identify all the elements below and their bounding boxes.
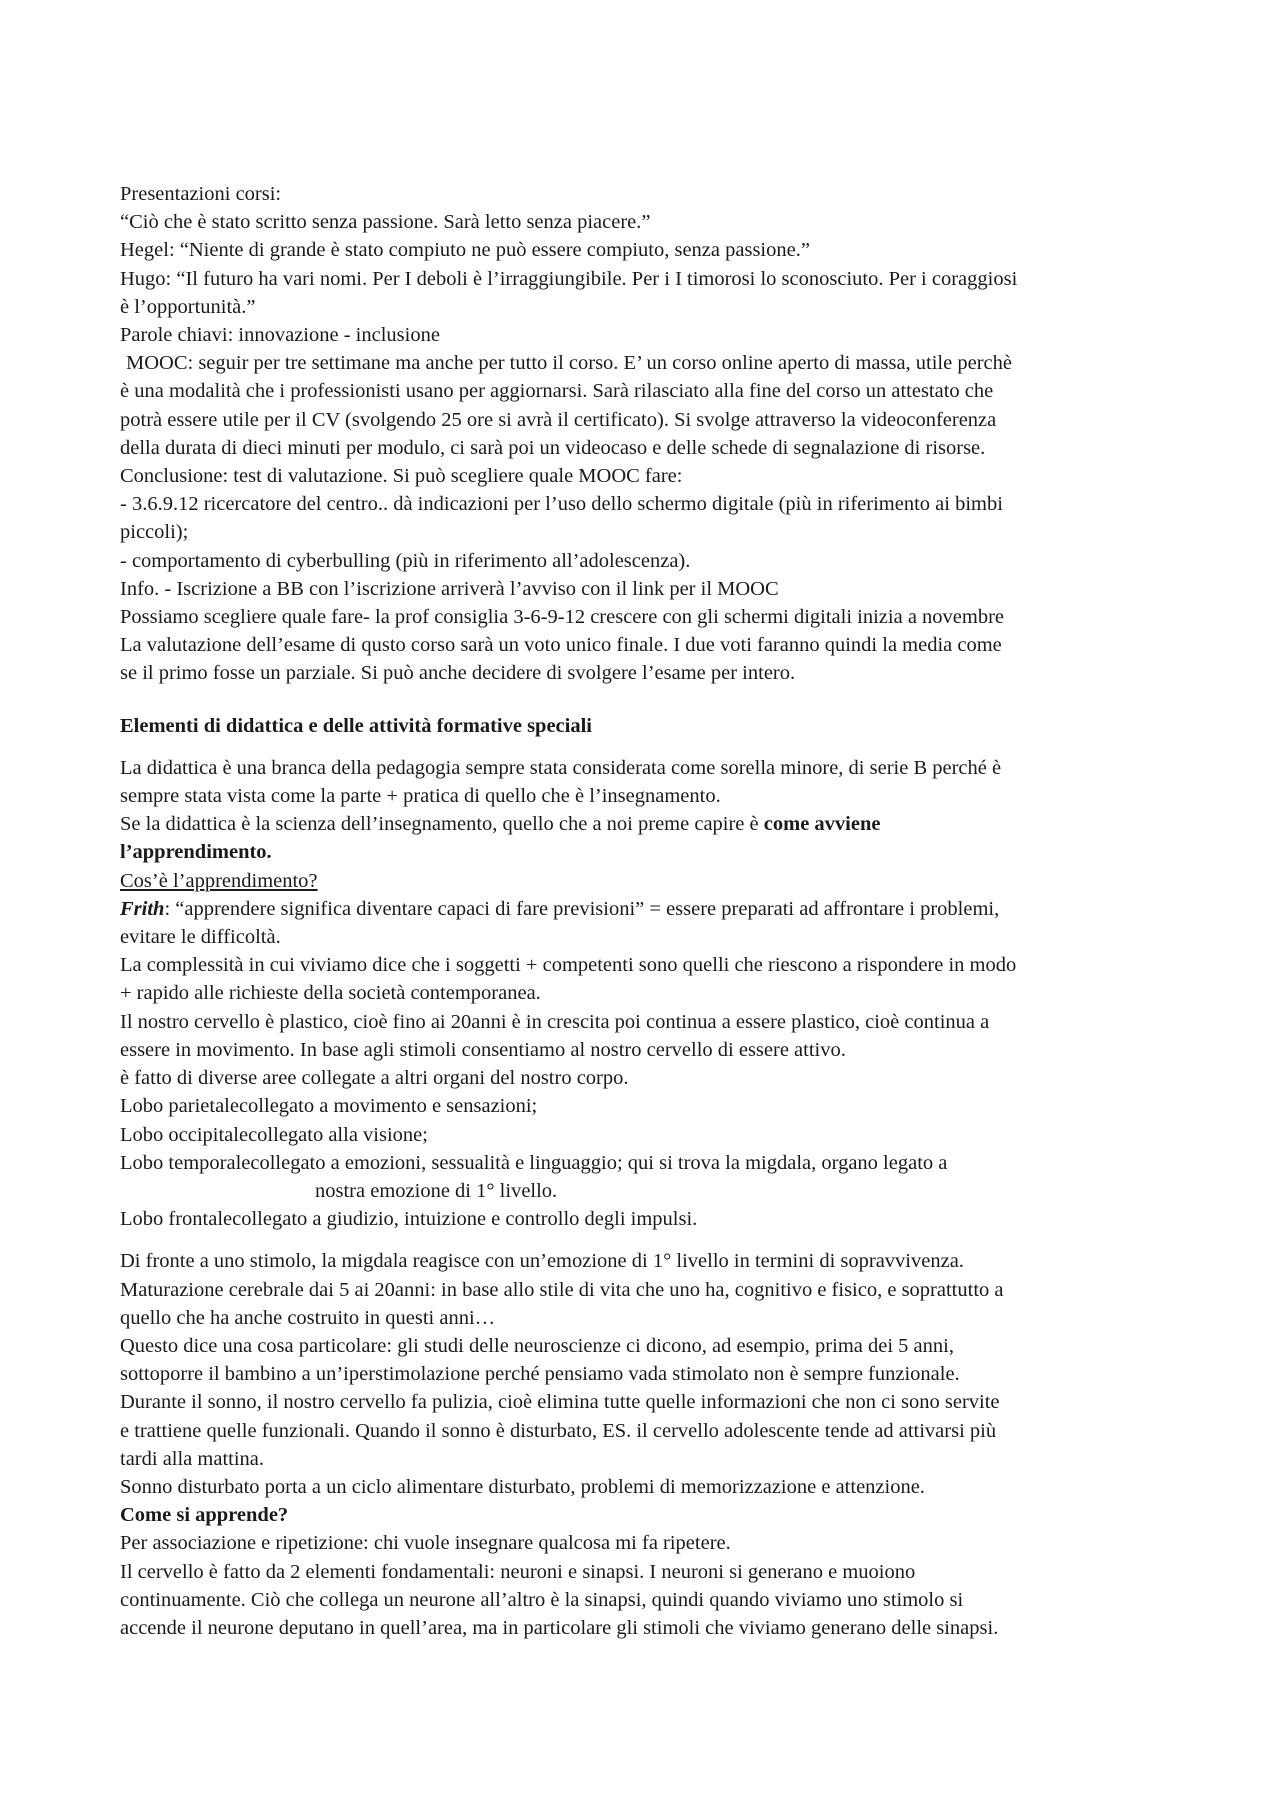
paragraph-line: sottoporre il bambino a un’iperstimolazione perché pensiamo vada stimolato non è sempre funzionale.	[120, 1363, 960, 1386]
section-heading: Elementi di didattica e delle attività formative speciali	[120, 714, 592, 737]
paragraph-line: Sonno disturbato porta a un ciclo alimentare disturbato, problemi di memorizzazione e attenzione.	[120, 1475, 925, 1498]
hugo-quote-line: è l’opportunità.”	[120, 295, 256, 318]
mooc-paragraph-line: potrà essere utile per il CV (svolgendo 25 ore si avrà il certificato). Si svolge attraverso la videoconferenza	[120, 408, 997, 431]
lobe-line: nostra emozione di 1° livello.	[315, 1179, 558, 1202]
paragraph-line: Il nostro cervello è plastico, cioè fino ai 20anni è in crescita poi continua a essere plastico, cioè continua a	[120, 1010, 990, 1033]
paragraph-line: Maturazione cerebrale dai 5 ai 20anni: in base allo stile di vita che uno ha, cognitivo e fisico, e soprattutto a	[120, 1278, 1004, 1301]
bold-line: l’apprendimento.	[120, 841, 272, 864]
author-name: Frith	[120, 897, 165, 920]
paragraph-line: quello che ha anche costruito in questi anni…	[120, 1306, 496, 1329]
lobe-line: Lobo temporalecollegato a emozioni, sessualità e linguaggio; qui si trova la migdala, organo legato a	[120, 1151, 948, 1174]
paragraph-line: è fatto di diverse aree collegate a altri organi del nostro corpo.	[120, 1067, 629, 1090]
hegel-quote: Hegel: “Niente di grande è stato compiuto ne può essere compiuto, senza passione.”	[120, 239, 810, 262]
text-span: Se la didattica è la scienza dell’insegnamento, quello che a noi preme capire è	[120, 813, 764, 836]
subheading-underlined: Cos’è l’apprendimento?	[120, 869, 318, 892]
mooc-paragraph-line: della durata di dieci minuti per modulo, ci sarà poi un videocaso e delle schede di segnalazione di risorse.	[120, 436, 986, 459]
bold-subheading: Come si apprende?	[120, 1504, 289, 1527]
text-span: : “apprendere significa diventare capaci di fare previsioni” = essere preparati ad affrontare i problemi,	[164, 897, 1000, 920]
paragraph-line	[120, 810, 1180, 838]
paragraph-line	[120, 895, 1180, 923]
conclusion-line: Conclusione: test di valutazione. Si può scegliere quale MOOC fare:	[120, 465, 683, 488]
paragraph-line: Durante il sonno, il nostro cervello fa pulizia, cioè elimina tutte quelle informazioni che non ci sono servite	[120, 1391, 1000, 1414]
option-line: piccoli);	[120, 521, 189, 544]
evaluation-line: se il primo fosse un parziale. Si può anche decidere di svolgere l’esame per intero.	[120, 662, 796, 685]
lobe-line: Lobo occipitalecollegato alla visione;	[120, 1123, 428, 1146]
info-line: Info. - Iscrizione a BB con l’iscrizione arriverà l’avviso con il link per il MOOC	[120, 577, 779, 600]
mooc-paragraph-line: MOOC: seguir per tre settimane ma anche per tutto il corso. E’ un corso online aperto di massa, utile perchè	[126, 352, 1012, 375]
paragraph-line: + rapido alle richieste della società contemporanea.	[120, 982, 541, 1005]
paragraph-line: Questo dice una cosa particolare: gli studi delle neuroscienze ci dicono, ad esempio, prima dei 5 anni,	[120, 1334, 954, 1357]
keywords-line: Parole chiavi: innovazione - inclusione	[120, 324, 440, 347]
paragraph-line: essere in movimento. In base agli stimoli consentiamo al nostro cervello di essere attivo.	[120, 1038, 846, 1061]
paragraph-line: La complessità in cui viviamo dice che i soggetti + competenti sono quelli che riescono a rispondere in modo	[120, 954, 1017, 977]
paragraph-line: continuamente. Ciò che collega un neurone all’altro è la sinapsi, quindi quando viviamo uno stimolo si	[120, 1588, 964, 1611]
paragraph-line: Di fronte a uno stimolo, la migdala reagisce con un’emozione di 1° livello in termini di sopravvivenza.	[120, 1250, 964, 1273]
lobe-line: Lobo parietalecollegato a movimento e sensazioni;	[120, 1095, 538, 1118]
paragraph-line: Il cervello è fatto da 2 elementi fondamentali: neuroni e sinapsi. I neuroni si generano e muoiono	[120, 1560, 916, 1583]
choice-line: Possiamo scegliere quale fare- la prof consiglia 3-6-9-12 crescere con gli schermi digitali inizia a novembre	[120, 606, 1005, 629]
document-body	[120, 180, 1180, 1642]
paragraph-line: accende il neurone deputano in quell’area, ma in particolare gli stimoli che viviamo generano delle sinapsi.	[120, 1616, 999, 1639]
lobe-line: Lobo frontalecollegato a giudizio, intuizione e controllo degli impulsi.	[120, 1208, 698, 1231]
option-line: - 3.6.9.12 ricercatore del centro.. dà indicazioni per l’uso dello schermo digitale (più in riferimento ai bimbi	[120, 493, 1003, 516]
paragraph-line: La didattica è una branca della pedagogia sempre stata considerata come sorella minore, di serie B perché è	[120, 756, 1002, 779]
paragraph-line: Per associazione e ripetizione: chi vuole insegnare qualcosa mi fa ripetere.	[120, 1532, 731, 1555]
option-line: - comportamento di cyberbulling (più in riferimento all’adolescenza).	[120, 549, 691, 572]
quote-line: “Ciò che è stato scritto senza passione. Sarà letto senza piacere.”	[120, 211, 651, 234]
paragraph-line: sempre stata vista come la parte + pratica di quello che è l’insegnamento.	[120, 785, 721, 808]
section-title: Presentazioni corsi:	[120, 183, 282, 205]
hugo-quote-line: Hugo: “Il futuro ha vari nomi. Per I deboli è l’irraggiungibile. Per i I timorosi lo sconosciuto. Per i coraggiosi	[120, 267, 1018, 290]
mooc-paragraph-line: è una modalità che i professionisti usano per aggiornarsi. Sarà rilasciato alla fine del corso un attestato che	[120, 380, 994, 403]
bold-text: come avviene	[763, 813, 881, 836]
paragraph-line: tardi alla mattina.	[120, 1447, 265, 1470]
paragraph-line: evitare le difficoltà.	[120, 926, 281, 949]
evaluation-line: La valutazione dell’esame di qusto corso sarà un voto unico finale. I due voti faranno quindi la media come	[120, 634, 1002, 657]
paragraph-line: e trattiene quelle funzionali. Quando il sonno è disturbato, ES. il cervello adolescente tende ad attivarsi più	[120, 1419, 997, 1442]
